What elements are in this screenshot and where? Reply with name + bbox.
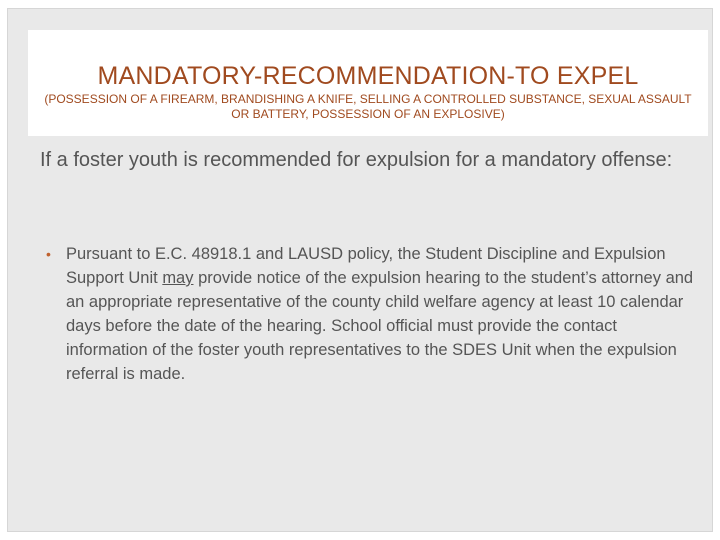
- bullet-text-after: provide notice of the expulsion hearing to the student’s attorney and an appropriate representative of the county child welfare agency at least 10 calendar days before the date of the hearing. School official must provide the contact information of the foster youth representatives to the SDES Unit when the expulsion referral is made.: [66, 269, 694, 383]
- bullet-icon: •: [46, 246, 51, 262]
- intro-text: If a foster youth is recommended for expulsion for a mandatory offense:: [40, 149, 673, 171]
- bullet-list: [46, 242, 696, 386]
- content-panel: [7, 8, 713, 532]
- bullet-item: [46, 242, 696, 386]
- bullet-text-before: Pursuant to E.C. 48918.1 and LAUSD policy, the Student Discipline and Expulsion Support Unit: [66, 245, 666, 287]
- slide-subtitle: (POSSESSION OF A FIREARM, BRANDISHING A KNIFE, SELLING A CONTROLLED SUBSTANCE, SEXUAL ASSAULT OR BATTERY, POSSESSION OF AN EXPLOSIVE): [44, 92, 692, 121]
- title-box: [28, 30, 708, 136]
- slide-title: MANDATORY-RECOMMENDATION-TO EXPEL: [97, 62, 639, 90]
- bullet-text-underlined: may: [162, 269, 194, 287]
